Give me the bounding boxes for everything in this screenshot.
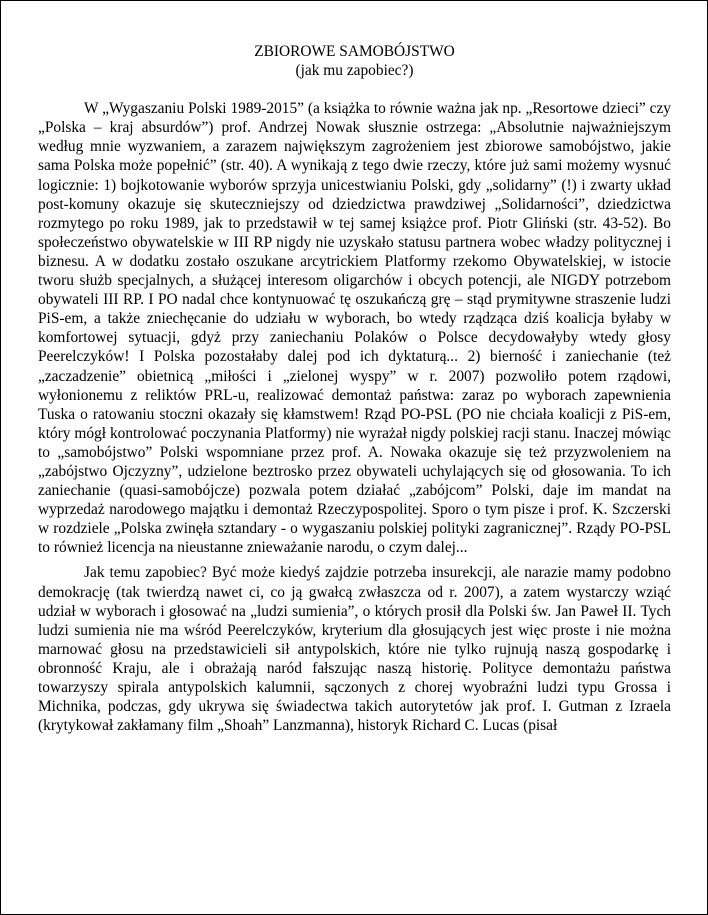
document-title: ZBIOROWE SAMOBÓJSTWO: [254, 43, 455, 60]
paragraph: W „Wygaszaniu Polski 1989-2015” (a książka to równie ważna jak np. „Resortowe dzieci” czy „Polska – kraj absurdów”) prof. Andrzej Nowak słusznie ostrzega: „Absolutnie najważniejszym według mnie wyzwaniem, a zarazem największym zagrożeniem jest zbiorowe samobójstwo, jakie sama Polska może popełnić” (str. 40). A wynikają z tego dwie rzeczy, które już sami możemy wysnuć logicznie: 1) bojkotowanie wyborów sprzyja unicestwianiu Polski, gdy „solidarny” (!) i zwarty układ post-komuny okazuje się skuteczniejszy od dziedzictwa prawdziwej „Solidarności”, dziedzictwa rozmytego po roku 1989, jak to przedstawił w tej samej książce prof. Piotr Gliński (str. 43-52). Bo społeczeństwo obywatelskie w III RP nigdy nie uzyskało statusu partnera wobec władzy politycznej i biznesu. A w dodatku zostało oszukane arcytrickiem Platformy rzekomo Obywatelskiej, w istocie tworu służb specjalnych, a służącej interesom oligarchów i obcych potencji, ale NIGDY potrzebom obywateli III RP. I PO nadal chce kontynuować tę oszukańczą grę – stąd prymitywne straszenie ludzi PiS-em, a także zniechęcanie do udziału w wyborach, bo wtedy rządząca dziś koalicja byłaby w komfortowej sytuacji, gdyż przy zaniechaniu Polaków o Polsce decydowałyby wtedy głosy Peerelczyków! I Polska pozostałaby dalej pod ich dyktaturą... 2) bierność i zaniechanie (też „zaczadzenie” obietnicą „miłości i „zielonej wyspy” w r. 2007) pozwoliło potem rządowi, wyłonionemu z reliktów PRL-u, realizować demontaż państwa: zaraz po wyborach zapewnienia Tuska o ratowaniu stoczni okazały się kłamstwem! Rząd PO-PSL (PO nie chciała koalicji z PiS-em, który mógł kontrolować poczynania Platformy) nie wyrażał nigdy polskiej racji stanu. Inaczej mówiąc to „samobójstwo” Polski wspomniane przez prof. A. Nowaka okazuje się też przyzwoleniem na „zabójstwo Ojczyzny”, udzielone beztrosko przez obywateli uchylających się od głosowania. To ich zaniechanie (quasi-samobójcze) pozwala potem działać „zabójcom” Polski, daje im mandat na wyprzedaż narodowego majątku i demontaż Rzeczypospolitej. Sporo o tym pisze i prof. K. Szczerski w rozdziele „Polska zwinęła sztandary - o wygaszaniu polskiej polityki zagranicznej”. Rządy PO-PSL to również licencja na nieustanne znieważanie narodu, o czym dalej...: [38, 100, 671, 557]
document-subtitle: (jak mu zapobiec?): [295, 62, 414, 80]
document-body: [38, 42, 671, 735]
paragraph: Jak temu zapobiec? Być może kiedyś zajdzie potrzeba insurekcji, ale narazie mamy podobno demokrację (tak twierdzą nawet ci, co ją gwałcą zwłaszcza od r. 2007), a zatem wystarczy wziąć udział w wyborach i głosować na „ludzi sumienia”, o których prosił dla Polski św. Jan Paweł II. Tych ludzi sumienia nie ma wśród Peerelczyków, kryterium dla głosujących jest więc proste i nie można marnować głosu na przedstawicieli sił antypolskich, które nie tylko rujnują naszą gospodarkę i obronność Kraju, ale i obrażają naród fałszując naszą historię. Polityce demontażu państwa towarzyszy spirala antypolskich kalumnii, sączonych z chorej wyobraźni ludzi typu Grossa i Michnika, podczas, gdy ukrywa się świadectwa takich autorytetów jak prof. I. Gutman z Izraela (krytykował zakłamany film „Shoah” Lanzmanna), historyk Richard C. Lucas (pisał: [38, 564, 671, 735]
